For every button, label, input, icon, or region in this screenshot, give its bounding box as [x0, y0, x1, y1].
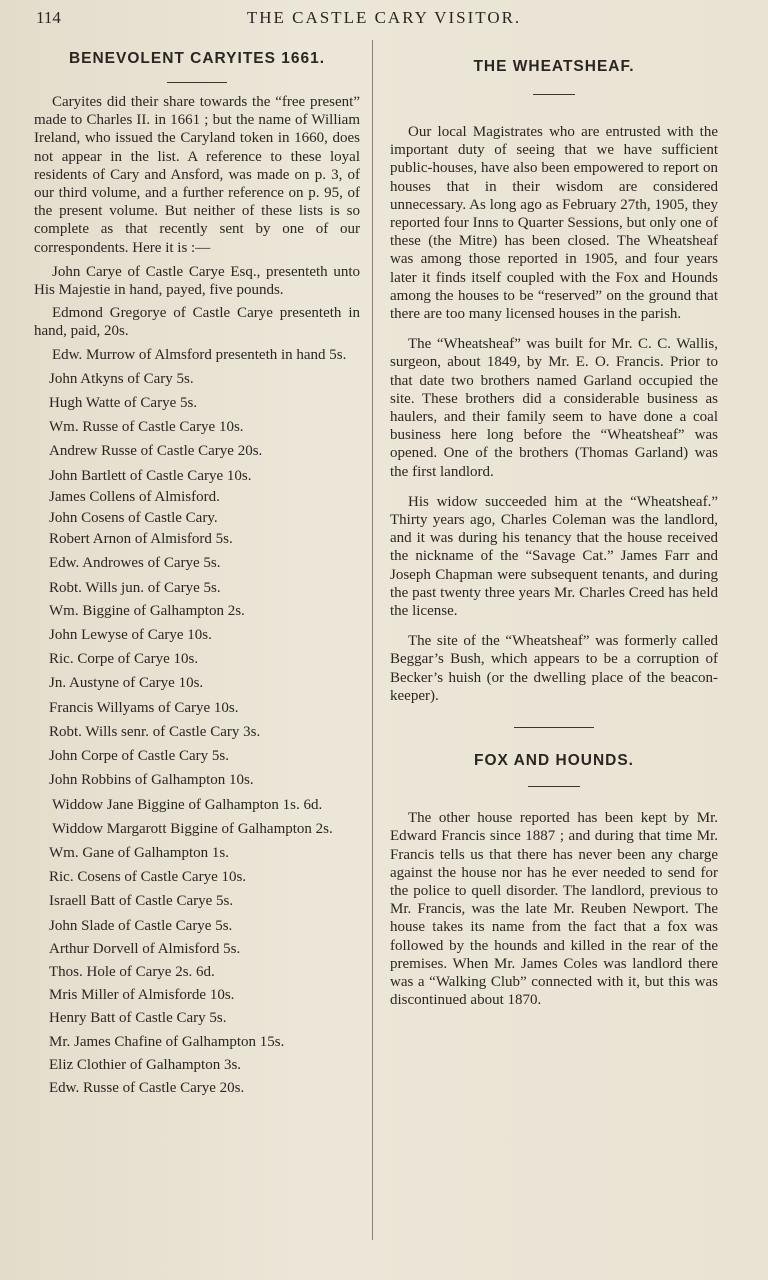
fox-and-hounds-heading: FOX AND HOUNDS. [474, 752, 634, 770]
list-item: Francis Willyams of Carye 10s. [49, 699, 239, 716]
list-item: Ric. Cosens of Castle Carye 10s. [49, 869, 247, 886]
list-item: Jn. Austyne of Carye 10s. [49, 675, 204, 692]
wheatsheaf-paragraph: The site of the “Wheatsheaf” was formerly called Beggar’s Bush, which appears to be a corruption of Becker’s huish (or the dwelling place of the beacon-keeper). [390, 633, 718, 704]
list-item: Mris Miller of Almisforde 10s. [49, 987, 235, 1004]
list-item: John Bartlett of Castle Carye 10s. [49, 467, 252, 484]
list-item: Wm. Biggine of Galhampton 2s. [49, 602, 245, 619]
list-item: John Atkyns of Cary 5s. [49, 370, 194, 387]
page-number: 114 [36, 8, 61, 27]
running-head [0, 4, 768, 30]
list-item: Robert Arnon of Almisford 5s. [49, 531, 233, 548]
list-item: John Carye of Castle Carye Esq., presenteth unto His Majestie in hand, payed, five pounds. [34, 263, 360, 299]
list-item: Wm. Russe of Castle Carye 10s. [49, 419, 244, 436]
list-item: John Corpe of Castle Cary 5s. [49, 748, 229, 765]
list-item: Widdow Margarott Biggine of Galhampton 2s. [52, 820, 333, 837]
list-item: Robt. Wills senr. of Castle Cary 3s. [49, 723, 261, 740]
list-item: Edw. Murrow of Almsford presenteth in hand 5s. [52, 346, 347, 363]
section-separator [514, 727, 594, 728]
list-item: Israell Batt of Castle Carye 5s. [49, 893, 234, 910]
wheatsheaf-paragraph: His widow succeeded him at the “Wheatsheaf.” Thirty years ago, Charles Coleman was the landlord, and it was during his tenancy that the house received the nickname of the “Savage Cat.” James Farr and Joseph Chapman were subsequent tenants, and during the past twenty three years Mr. Charles Creed has held the license. [390, 493, 718, 620]
wheatsheaf-heading: THE WHEATSHEAF. [473, 58, 635, 75]
list-item: John Slade of Castle Carye 5s. [49, 917, 233, 934]
fox-and-hounds-paragraph: The other house reported has been kept by Mr. Edward Francis since 1887 ; and during that time Mr. Francis tells us that there has never been any charge against the house nor has he ever needed to send for the police to quell disorder. The landlord, previous to Mr. Francis, was the late Mr. Reuben Newport. The house takes its name from the fact that a fox was followed by the hounds and killed in the rear of the premises. When Mr. James Coles was landlord there was a “Walking Club” connected with it, but this was discontinued about 1870. [390, 810, 718, 1009]
list-item: Edw. Androwes of Carye 5s. [49, 555, 221, 572]
left-column [34, 36, 360, 1097]
list-item: Edw. Russe of Castle Carye 20s. [49, 1079, 245, 1096]
contributors-list [34, 263, 360, 1097]
heading-rule [533, 94, 575, 95]
list-item: Widdow Jane Biggine of Galhampton 1s. 6d. [52, 796, 323, 813]
list-item: Henry Batt of Castle Cary 5s. [49, 1010, 227, 1027]
list-item: Andrew Russe of Castle Carye 20s. [49, 443, 263, 460]
column-divider [372, 40, 373, 1240]
list-item: Thos. Hole of Carye 2s. 6d. [49, 963, 215, 980]
list-item: John Cosens of Castle Cary. [49, 510, 218, 527]
list-item: Ric. Corpe of Carye 10s. [49, 651, 199, 668]
heading-rule [528, 786, 580, 787]
list-item: Robt. Wills jun. of Carye 5s. [49, 579, 221, 596]
wheatsheaf-paragraph: The “Wheatsheaf” was built for Mr. C. C. Wallis, surgeon, about 1849, by Mr. E. O. Francis. Prior to that date two brothers named Garland occupied the site. These brothers did a considerable business as haulers, and their family seem to have done a coal business here long before the “Wheatsheaf” was opened. One of the brothers (Thomas Garland) was the first landlord. [390, 336, 718, 480]
heading-rule [167, 82, 227, 83]
list-item: Mr. James Chafine of Galhampton 15s. [49, 1033, 285, 1050]
list-item: John Robbins of Galhampton 10s. [49, 772, 254, 789]
list-item: Wm. Gane of Galhampton 1s. [49, 844, 229, 861]
wheatsheaf-paragraph: Our local Magistrates who are entrusted with the important duty of seeing that we have sufficient public-houses, have also been empowered to report on houses that in their wisdom are considered unnecessary. As long ago as February 27th, 1905, they reported four Inns to Quarter Sessions, but only one of these (the Mitre) has been closed. The Wheatsheaf was among those reported in 1905, and four years later it finds itself coupled with the Fox and Hounds among the houses to be “reserved” on the ground that there are too many licensed houses in the parish. [390, 124, 718, 323]
list-item: Hugh Watte of Carye 5s. [49, 395, 198, 412]
list-item: Edmond Gregorye of Castle Carye presenteth in hand, paid, 20s. [34, 305, 360, 340]
benevolent-caryites-heading: BENEVOLENT CARYITES 1661. [68, 50, 326, 67]
list-item: John Lewyse of Carye 10s. [49, 627, 212, 644]
list-item: Eliz Clothier of Galhampton 3s. [49, 1056, 242, 1073]
journal-title: THE CASTLE CARY VISITOR. [246, 8, 522, 27]
intro-paragraph: Caryites did their share towards the “free present” made to Charles II. in 1661 ; but the name of William Ireland, who issued the Caryland token in 1660, does not appear in the list. A reference to these loyal residents of Cary and Ansford, was made on p. 3, of our third volume, and a further reference on p. 95, of the present volume. But neither of these lists is so complete as that recently sent by one of our correspondents. Here it is :— [34, 94, 360, 256]
right-column [390, 36, 718, 1009]
list-item: James Collens of Almisford. [49, 488, 220, 505]
list-item: Arthur Dorvell of Almisford 5s. [49, 940, 241, 957]
